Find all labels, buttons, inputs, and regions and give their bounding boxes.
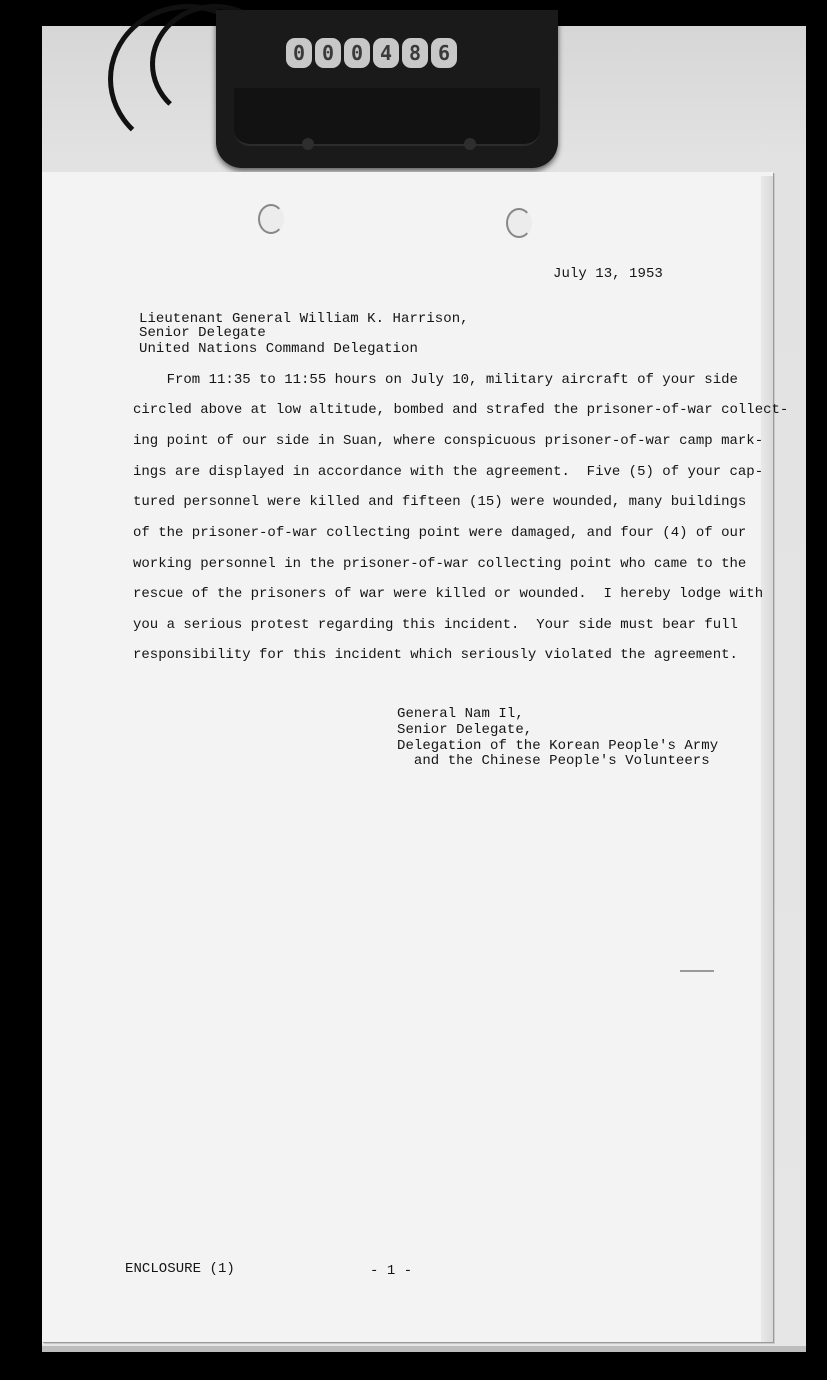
clip-base <box>234 88 540 146</box>
clip-rivet <box>302 138 314 150</box>
counter-digit: 0 <box>344 38 370 68</box>
recipient-line: Lieutenant General William K. Harrison, <box>139 311 469 327</box>
punch-hole-mark <box>506 208 532 238</box>
counter-digit: 0 <box>286 38 312 68</box>
recipient-line: United Nations Command Delegation <box>139 341 418 357</box>
signature-line: Senior Delegate, <box>397 722 533 738</box>
body-line: rescue of the prisoners of war were killed or wounded. I hereby lodge with <box>133 586 764 602</box>
page-edge <box>761 176 773 1342</box>
punch-hole-mark <box>258 204 284 234</box>
body-line: of the prisoner-of-war collecting point were damaged, and four (4) of our <box>133 525 747 541</box>
body-line: circled above at low altitude, bombed and strafed the prisoner-of-war collect- <box>133 402 789 418</box>
body-line: ings are displayed in accordance with the agreement. Five (5) of your cap- <box>133 464 764 480</box>
signature-line: and the Chinese People's Volunteers <box>397 753 710 769</box>
body-line: you a serious protest regarding this incident. Your side must bear full <box>133 617 738 633</box>
body-line: ing point of our side in Suan, where conspicuous prisoner-of-war camp mark- <box>133 433 764 449</box>
page-number: - 1 - <box>370 1263 413 1279</box>
letter-date: July 13, 1953 <box>553 266 663 282</box>
body-line: From 11:35 to 11:55 hours on July 10, military aircraft of your side <box>133 372 738 388</box>
back-sheet-edge <box>42 1346 806 1352</box>
signature-line: Delegation of the Korean People's Army <box>397 738 719 754</box>
counter-digit: 8 <box>402 38 428 68</box>
body-line: working personnel in the prisoner-of-war collecting point who came to the <box>133 556 747 572</box>
body-line: tured personnel were killed and fifteen (15) were wounded, many buildings <box>133 494 747 510</box>
counter-digit: 0 <box>315 38 341 68</box>
counter-digit: 6 <box>431 38 457 68</box>
clip-rivet <box>464 138 476 150</box>
document-counter <box>286 38 457 68</box>
body-line: responsibility for this incident which seriously violated the agreement. <box>133 647 738 663</box>
document-clip <box>216 10 558 168</box>
recipient-line: Senior Delegate <box>139 325 266 341</box>
fold-mark <box>680 970 714 972</box>
enclosure-label: ENCLOSURE (1) <box>125 1261 235 1277</box>
signature-line: General Nam Il, <box>397 706 524 722</box>
counter-digit: 4 <box>373 38 399 68</box>
